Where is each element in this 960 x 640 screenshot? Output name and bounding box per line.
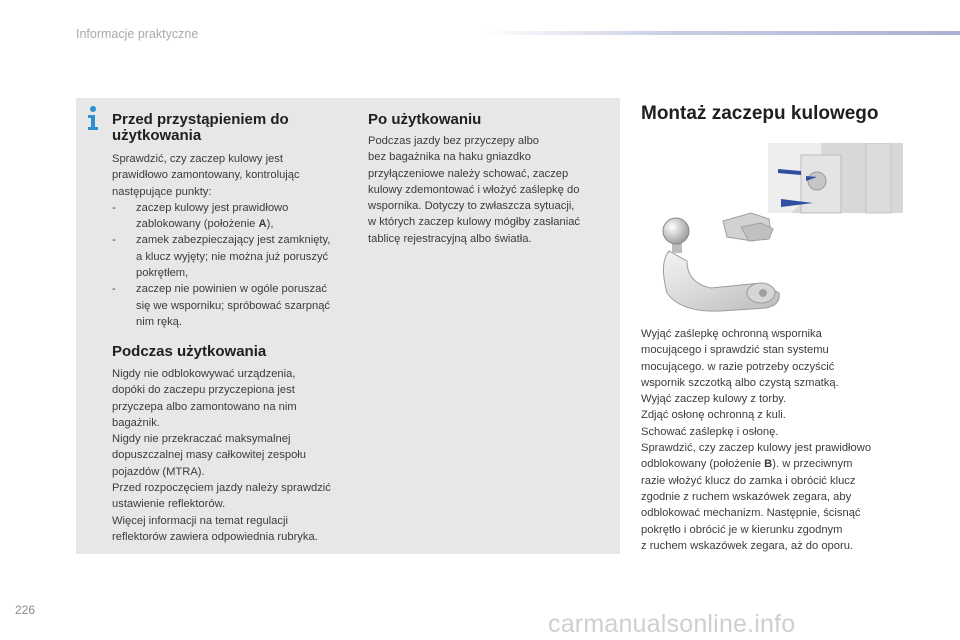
list-item — [112, 200, 330, 233]
text-line: pojazdów (MTRA). — [112, 465, 205, 478]
during-use-text — [112, 366, 331, 545]
text-line: bagażnik. — [112, 416, 160, 429]
list-item-line: zaczep nie powinien w ogóle poruszać — [136, 283, 327, 296]
text-line: pokrętło i obrócić je w kierunku zgodnym — [641, 523, 843, 536]
text-line: Nigdy nie odblokowywać urządzenia, — [112, 368, 296, 380]
position-label: B — [764, 458, 773, 471]
list-item-line: nim ręką. — [136, 315, 183, 328]
list-item-line: pokrętłem, — [136, 267, 189, 280]
text-line: odblokować mechanizm. Następnie, ścisnąć — [641, 507, 861, 520]
text-line: mocującego. w razie potrzeby oczyścić — [641, 360, 835, 373]
list-item-line: zamek zabezpieczający jest zamknięty, — [136, 234, 331, 247]
text-line: odblokowany (położenie B). w przeciwnym — [641, 458, 853, 471]
mounting-text — [641, 326, 871, 554]
before-use-text — [112, 151, 330, 330]
text-line: kulowy zdemontować i włożyć zaślepkę do — [368, 183, 580, 196]
list-dash: - — [112, 201, 116, 214]
list-item-line: zaczep kulowy jest prawidłowo — [136, 201, 289, 214]
text-line: Sprawdzić, czy zaczep kulowy jest prawidłowo — [641, 442, 872, 455]
text-line: prawidłowo zamontowany, kontrolując — [112, 169, 300, 182]
text-line: mocującego i sprawdzić stan systemu — [641, 344, 829, 357]
text-line: Podczas jazdy bez przyczepy albo — [368, 135, 540, 147]
text-line: Wyjąć zaczep kulowy z torby. — [641, 393, 787, 406]
section-title: Montaż zaczepu kulowego — [641, 103, 879, 124]
list-item — [112, 232, 330, 281]
list-item-line: zablokowany (położenie A), — [136, 218, 274, 231]
text-line: przyczepa albo zamontowano na nim — [112, 400, 297, 413]
text-line: Schować zaślepkę i osłonę. — [641, 425, 779, 438]
text-line: zgodnie z ruchem wskazówek zegara, aby — [641, 490, 852, 503]
text-line: Więcej informacji na temat regulacji — [112, 514, 288, 527]
text-line: ustawienie reflektorów. — [112, 498, 226, 511]
text-line: reflektorów zawiera odpowiednia rubryka. — [112, 530, 318, 543]
list-dash: - — [112, 234, 116, 247]
heading-before-use — [112, 112, 289, 144]
list-dash: - — [112, 283, 116, 296]
text-line: z ruchem wskazówek zegara, aż do oporu. — [641, 539, 854, 552]
tow-ball-illustration — [641, 143, 903, 320]
text-line: tablicę rejestracyjną albo światła. — [368, 232, 532, 245]
text-line: Sprawdzić, czy zaczep kulowy jest — [112, 153, 283, 165]
text-line: dopóki do zaczepu przyczepiona jest — [112, 384, 295, 397]
text-line: razie włożyć klucz do zamka i obrócić klucz — [641, 474, 856, 487]
list-item-line: się we wsporniku; spróbować szarpnąć — [136, 299, 331, 312]
text-line: Wyjąć zaślepkę ochronną wspornika — [641, 328, 822, 340]
heading-before-use-line1: Przed przystąpieniem do — [112, 111, 289, 128]
text-line: Przed rozpoczęciem jazdy należy sprawdzić — [112, 482, 331, 495]
text-line: wspornik szczotką albo czystą szmatką. — [641, 376, 839, 389]
heading-before-use-line2: użytkowania — [112, 127, 202, 144]
page-number: 226 — [15, 603, 36, 617]
after-use-text — [368, 133, 580, 247]
header-divider — [480, 31, 960, 35]
watermark: carmanualsonline.info — [548, 610, 796, 638]
text-line: bez bagażnika na haku gniazdko — [368, 151, 531, 164]
text-line: następujące punkty: — [112, 185, 212, 198]
text-line: dopuszczalnej masy całkowitej zespołu — [112, 449, 307, 462]
heading-after-use: Po użytkowaniu — [368, 111, 482, 128]
heading-during-use: Podczas użytkowania — [112, 343, 267, 360]
list-item — [112, 281, 330, 330]
text-line: wspornika. Dotyczy to zwłaszcza sytuacji, — [368, 200, 575, 213]
header-title: Informacje praktyczne — [76, 27, 199, 41]
text-line: Nigdy nie przekraczać maksymalnej — [112, 433, 291, 446]
info-icon — [83, 105, 103, 131]
position-label: A — [258, 218, 267, 231]
text-line: Zdjąć osłonę ochronną z kuli. — [641, 409, 786, 422]
text-line: w których zaczep kulowy mógłby zasłaniać — [368, 216, 581, 229]
list-item-line: a klucz wyjęty; nie można już poruszyć — [136, 250, 329, 263]
text-line: przyłączeniowe należy schować, zaczep — [368, 167, 569, 180]
